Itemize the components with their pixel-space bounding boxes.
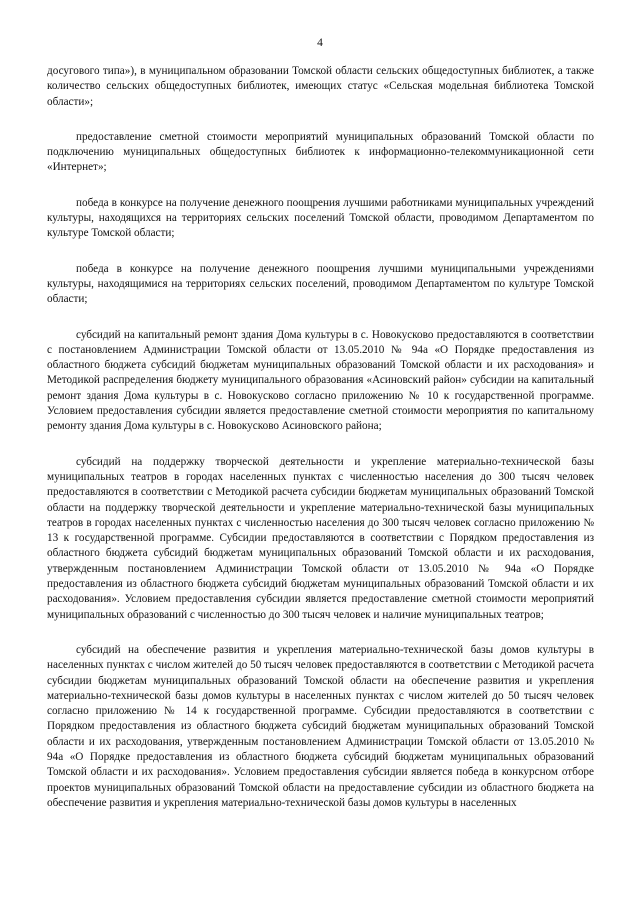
paragraph-3: победа в конкурсе на получение денежного поощрения лучшими работниками муниципальных учреждений культуры, находящихся на территориях сельских поселений Томской области, проводимом Департаментом по культуре Томской области; xyxy=(47,196,594,240)
paragraph-6: субсидий на поддержку творческой деятельности и укрепление материально-технической базы муниципальных театров в городах населенных пунктах с численностью населения до 300 тысяч человек предоставляются в соответствии с Методикой расчета субсидии бюджетам муниципальных образований Томской области на поддержку творческой деятельности и укрепление материально-технической базы муниципальных театров в городах населенных пунктах с численностью населения до 300 тысяч человек согласно приложению № 13 к государственной программе. Субсидии предоставляются в соответствии с Порядком предоставления из областного бюджета субсидий бюджетам муниципальных образований Томской области и их расходования, утвержденным постановлением Администрации Томской области от 13.05.2010 № 94а «О Порядке предоставления из областного бюджета субсидий бюджетам муниципальных образований Томской области и их расходования». Условием предоставления субсидии является предоставление сметной стоимости мероприятий муниципальных образований с численностью до 300 тысяч человек и наличие муниципальных театров; xyxy=(47,455,594,621)
paragraph-7: субсидий на обеспечение развития и укрепления материально-технической базы домов культуры в населенных пунктах с числом жителей до 50 тысяч человек предоставляются в соответствии с Методикой расчета субсидии бюджетам муниципальных образований Томской области на обеспечение развития и укрепления материально-технической базы домов культуры в населенных пунктах с числом жителей до 50 тысяч человек согласно приложению № 14 к государственной программе. Субсидии предоставляются в соответствии с Порядком предоставления из областного бюджета субсидий бюджетам муниципальных образований Томской области и их расходования, утвержденным постановлением Администрации Томской области от 13.05.2010 № 94а «О Порядке предоставления из областного бюджета субсидий бюджетам муниципальных образований Томской области и их расходования». Условием предоставления субсидии является победа в конкурсном отборе проектов муниципальных образований Томской области на предоставление субсидии из областного бюджета на обеспечение развития и укрепления материально-технической базы домов культуры в населенных xyxy=(47,643,594,809)
page-number: 4 xyxy=(317,37,323,49)
paragraph-5: субсидий на капитальный ремонт здания Дома культуры в с. Новокусково предоставляются в соответствии с постановлением Администрации Томской области от 13.05.2010 № 94а «О Порядке предоставления из областного бюджета субсидий бюджетам муниципальных образований Томской области и их расходования» и Методикой распределения бюджету муниципального образования «Асиновский район» субсидии на капитальный ремонт здания Дома культуры в с. Новокусково согласно приложению № 10 к государственной программе. Условием предоставления субсидии является предоставление сметной стоимости мероприятия по капитальному ремонту здания Дома культуры в с. Новокусково Асиновского района; xyxy=(47,328,594,433)
paragraph-4: победа в конкурсе на получение денежного поощрения лучшими муниципальными учреждениями культуры, находящимися на территориях сельских поселений, проводимом Департаментом по культуре Томской области; xyxy=(47,262,594,306)
document-body xyxy=(47,64,594,811)
paragraph-2: предоставление сметной стоимости мероприятий муниципальных образований Томской области по подключению муниципальных общедоступных библиотек к информационно-телекоммуникационной сети «Интернет»; xyxy=(47,130,594,174)
paragraph-1: досугового типа»), в муниципальном образовании Томской области сельских общедоступных библиотек, а также количество сельских общедоступных библиотек, имеющих статус «Сельская модельная библиотека Томской области»; xyxy=(47,65,594,108)
